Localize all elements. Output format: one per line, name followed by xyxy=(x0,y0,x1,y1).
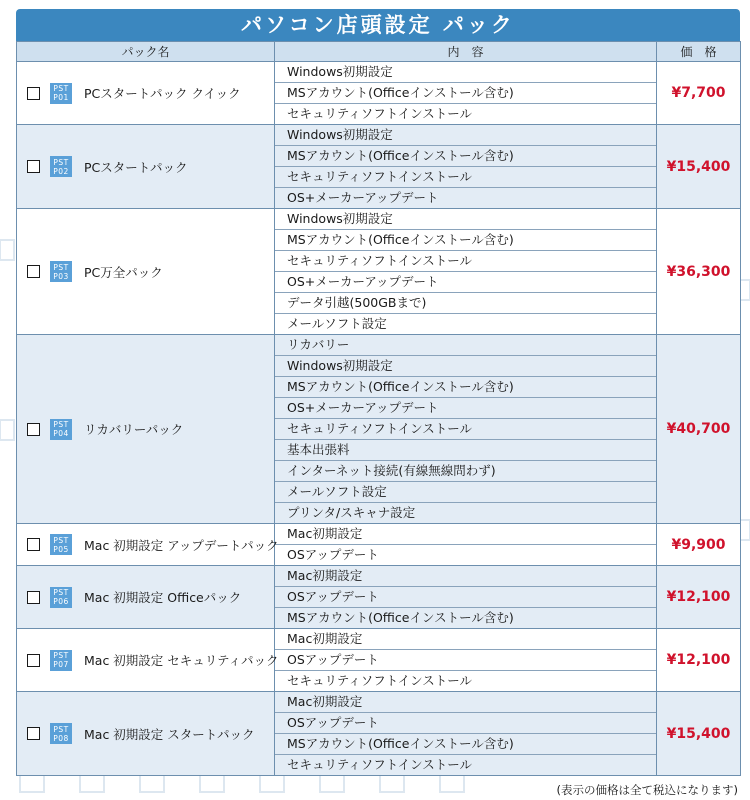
pack-label xyxy=(27,261,274,282)
table-row xyxy=(17,566,741,629)
content-item: セキュリティソフトインストール xyxy=(275,755,656,775)
content-item: OS+メーカーアップデート xyxy=(275,272,656,293)
content-item: MSアカウント(Officeインストール含む) xyxy=(275,230,656,251)
pack-checkbox[interactable] xyxy=(27,727,40,740)
table-row xyxy=(17,524,741,566)
pack-cell xyxy=(17,335,275,524)
table-row xyxy=(17,335,741,524)
content-cell xyxy=(275,125,657,209)
pack-code-bottom: P01 xyxy=(53,93,69,102)
pack-code-badge xyxy=(50,534,72,555)
pack-checkbox[interactable] xyxy=(27,87,40,100)
content-item: Windows初期設定 xyxy=(275,209,656,230)
pack-checkbox[interactable] xyxy=(27,591,40,604)
price-cell: ¥12,100 xyxy=(657,629,741,692)
pack-code-bottom: P06 xyxy=(53,597,69,606)
pack-label xyxy=(27,723,274,744)
pack-code-badge xyxy=(50,83,72,104)
pack-code-badge xyxy=(50,261,72,282)
tax-note: (表示の価格は全て税込になります) xyxy=(556,783,738,797)
pack-cell xyxy=(17,524,279,566)
pack-cell xyxy=(17,629,279,692)
content-item: セキュリティソフトインストール xyxy=(275,167,656,188)
content-item: MSアカウント(Officeインストール含む) xyxy=(275,377,656,398)
pack-code-top: PST xyxy=(53,262,69,272)
price-cell: ¥7,700 xyxy=(657,62,741,125)
pack-code-bottom: P05 xyxy=(53,544,69,554)
pack-label xyxy=(27,534,279,555)
pack-label xyxy=(27,156,274,177)
pack-code-top: PST xyxy=(53,420,69,429)
pack-code-badge xyxy=(50,723,72,744)
content-item: OSアップデート xyxy=(275,545,656,565)
pack-name: Mac 初期設定 スタートパック xyxy=(84,726,255,742)
pack-cell xyxy=(17,566,275,629)
content-item: OSアップデート xyxy=(275,587,656,608)
price-cell: ¥36,300 xyxy=(657,209,741,335)
pack-name: PCスタートパック xyxy=(84,159,188,175)
pack-code-bottom: P08 xyxy=(53,733,69,743)
pack-label xyxy=(27,83,274,104)
content-item: Mac初期設定 xyxy=(275,566,656,587)
pack-code-top: PST xyxy=(53,651,69,660)
header-pack: パック名 xyxy=(17,42,275,62)
table-row xyxy=(17,125,741,209)
content-cell xyxy=(275,566,657,629)
price-cell: ¥15,400 xyxy=(657,692,741,776)
content-cell xyxy=(275,62,657,125)
pack-name: PC万全パック xyxy=(84,264,163,280)
pack-code-bottom: P07 xyxy=(53,660,69,669)
content-item: Mac初期設定 xyxy=(275,692,656,713)
content-item: セキュリティソフトインストール xyxy=(275,419,656,440)
content-item: プリンタ/スキャナ設定 xyxy=(275,503,656,523)
pack-code-badge xyxy=(50,419,72,440)
content-item: インターネット接続(有線無線問わず) xyxy=(275,461,656,482)
pack-code-bottom: P04 xyxy=(53,429,69,438)
table-row xyxy=(17,62,741,125)
content-item: MSアカウント(Officeインストール含む) xyxy=(275,734,656,755)
pack-name: Mac 初期設定 セキュリティパック xyxy=(84,653,279,668)
pack-cell xyxy=(17,62,275,125)
content-cell xyxy=(275,524,657,566)
price-cell: ¥9,900 xyxy=(657,524,741,566)
pack-checkbox[interactable] xyxy=(27,538,40,551)
pack-checkbox[interactable] xyxy=(27,265,40,278)
content-item: OSアップデート xyxy=(275,650,656,671)
price-table-container xyxy=(16,9,740,798)
content-item: メールソフト設定 xyxy=(275,314,656,334)
content-item: MSアカウント(Officeインストール含む) xyxy=(275,608,656,628)
pack-code-top: PST xyxy=(53,588,69,597)
pack-code-top: PST xyxy=(53,724,69,734)
pack-code-top: PST xyxy=(53,157,69,167)
pack-code-top: PST xyxy=(53,535,69,545)
content-item: セキュリティソフトインストール xyxy=(275,251,656,272)
content-cell xyxy=(275,335,657,524)
content-item: メールソフト設定 xyxy=(275,482,656,503)
pack-checkbox[interactable] xyxy=(27,654,40,667)
pack-name: PCスタートパック クイック xyxy=(84,86,241,101)
table-row xyxy=(17,692,741,776)
content-item: MSアカウント(Officeインストール含む) xyxy=(275,146,656,167)
content-item: 基本出張料 xyxy=(275,440,656,461)
pack-code-bottom: P02 xyxy=(53,166,69,176)
table-row xyxy=(17,629,741,692)
pack-cell xyxy=(17,209,275,335)
pack-name: リカバリーパック xyxy=(84,422,184,437)
pack-checkbox[interactable] xyxy=(27,160,40,173)
pack-label xyxy=(27,419,274,440)
content-item: OS+メーカーアップデート xyxy=(275,188,656,208)
content-item: Windows初期設定 xyxy=(275,62,656,83)
pack-code-badge xyxy=(50,587,72,608)
content-item: Windows初期設定 xyxy=(275,356,656,377)
pack-table-body xyxy=(17,62,741,776)
header-price: 価 格 xyxy=(657,42,741,62)
table-header-row xyxy=(17,42,741,62)
pack-code-bottom: P03 xyxy=(53,271,69,281)
pack-label xyxy=(27,650,279,671)
pack-cell xyxy=(17,692,275,776)
content-item: リカバリー xyxy=(275,335,656,356)
pack-name: Mac 初期設定 アップデートパック xyxy=(84,537,279,553)
pack-code-badge xyxy=(50,156,72,177)
pack-code-top: PST xyxy=(53,84,69,93)
content-item: Windows初期設定 xyxy=(275,125,656,146)
pack-table xyxy=(16,41,741,776)
price-cell: ¥40,700 xyxy=(657,335,741,524)
content-item: MSアカウント(Officeインストール含む) xyxy=(275,83,656,104)
price-cell: ¥12,100 xyxy=(657,566,741,629)
pack-label xyxy=(27,587,274,608)
content-item: OSアップデート xyxy=(275,713,656,734)
price-cell: ¥15,400 xyxy=(657,125,741,209)
pack-name: Mac 初期設定 Officeパック xyxy=(84,590,242,605)
content-item: データ引越(500GBまで) xyxy=(275,293,656,314)
header-content: 内 容 xyxy=(275,42,657,62)
pack-cell xyxy=(17,125,275,209)
page-title: パソコン店頭設定 パック xyxy=(16,9,740,41)
content-cell xyxy=(275,692,657,776)
pack-code-badge xyxy=(50,650,72,671)
content-cell xyxy=(275,209,657,335)
content-item: セキュリティソフトインストール xyxy=(275,104,656,124)
content-item: Mac初期設定 xyxy=(275,524,656,545)
content-cell xyxy=(275,629,657,692)
table-row xyxy=(17,209,741,335)
content-item: セキュリティソフトインストール xyxy=(275,671,656,691)
content-item: Mac初期設定 xyxy=(275,629,656,650)
pack-checkbox[interactable] xyxy=(27,423,40,436)
content-item: OS+メーカーアップデート xyxy=(275,398,656,419)
